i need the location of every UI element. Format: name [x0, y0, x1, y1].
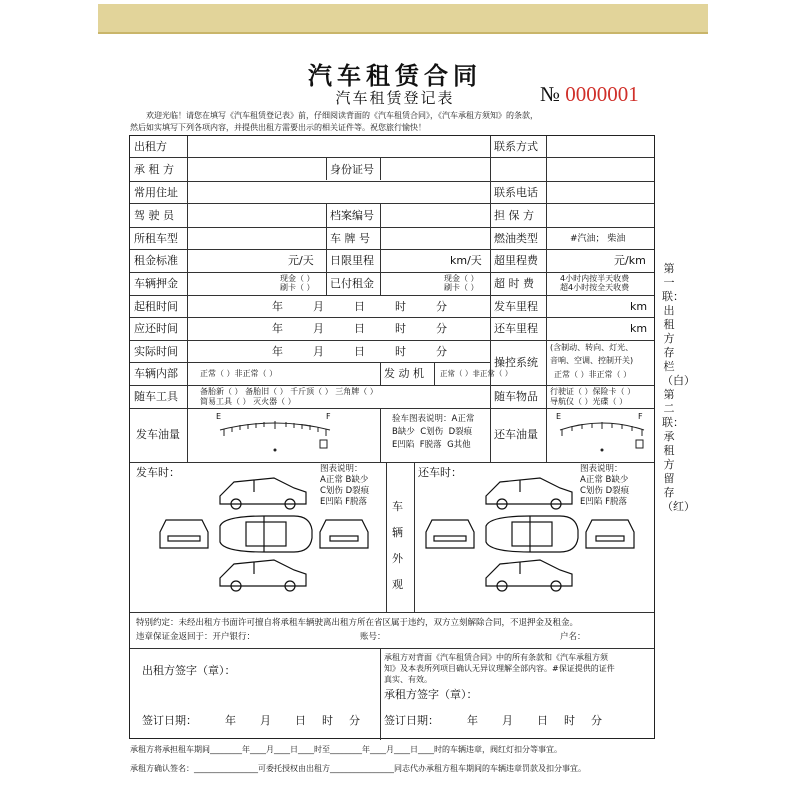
paid-rent-label: 已付租金 — [330, 277, 374, 290]
guarantor-label: 担 保 方 — [494, 209, 534, 222]
back-mileage-label: 还车里程 — [494, 322, 538, 335]
back-km: km — [630, 322, 648, 335]
overtime-rule-1: 4小时内按半天收费 — [560, 274, 630, 283]
start-time-label: 起租时间 — [134, 300, 178, 313]
control-status: 正常（ ）非正常（ ） — [554, 370, 632, 379]
actual-time-units: 年 月 日 时 分 — [272, 345, 447, 358]
page-title: 汽车租赁合同 — [308, 61, 482, 90]
interior-label: 车辆内部 — [134, 367, 178, 380]
lessee-sign-label: 承租方签字（章）： — [384, 688, 478, 701]
car-model-label: 所租车型 — [134, 232, 178, 245]
out-fuel-e: E — [216, 412, 222, 421]
lessee-label: 承 租 方 — [134, 163, 174, 176]
back-fuel-gauge — [552, 412, 652, 456]
paid-cash: 现金（ ） — [444, 274, 479, 283]
control-label: 操控系统 — [494, 356, 538, 369]
page-subtitle: 汽车租赁登记表 — [335, 89, 455, 107]
overtime-rule-2: 超4小时按全天收费 — [560, 283, 630, 292]
out-car-label: 发车时： — [136, 466, 180, 479]
back-fuel-e: E — [556, 412, 562, 421]
out-fuel-gauge — [210, 412, 340, 456]
out-fuel-label: 发车油量 — [136, 428, 180, 441]
daily-limit-label: 日限里程 — [330, 254, 374, 267]
yuan-per-km: 元/km — [614, 254, 646, 267]
items-list-1: 行驶证（ ）保险卡（ ） — [550, 387, 636, 396]
id-number-label: 身份证号 — [330, 163, 374, 176]
tools-list-2: 简易工具（ ） 灭火器（ ） — [200, 397, 296, 406]
back-car-diagram — [420, 466, 652, 606]
refund-bank: 违章保证金返回于：开户银行： — [136, 632, 256, 642]
items-list-2: 导航仪（ ）光碟（ ） — [550, 397, 628, 406]
appearance-label: 车 辆 外 观 — [392, 500, 403, 591]
tools-label: 随车工具 — [134, 390, 178, 403]
start-time-units: 年 月 日 时 分 — [272, 300, 447, 313]
out-fuel-f: F — [326, 412, 331, 421]
contact-label: 联系方式 — [494, 140, 538, 153]
out-km: km — [630, 300, 648, 313]
back-fuel-f: F — [638, 412, 643, 421]
fuel-options: #汽油； 柴油 — [570, 234, 626, 244]
over-mileage-label: 超里程费 — [494, 254, 538, 267]
items-label: 随车物品 — [494, 390, 538, 403]
engine-label: 发 动 机 — [384, 367, 424, 380]
carbon-strip — [98, 4, 708, 34]
phone-label: 联系电话 — [494, 186, 538, 199]
copy-notice: 第一联：出租方存栏（白）第二联：承租方留存（红） — [662, 262, 695, 513]
interior-status: 正常（ ）非正常（ ） — [200, 369, 278, 378]
deposit-cash: 现金（ ） — [280, 274, 315, 283]
address-label: 常用住址 — [134, 186, 178, 199]
fuel-type-label: 燃油类型 — [494, 232, 538, 245]
lessor-sign-label: 出租方签字（章）： — [142, 664, 236, 677]
deposit-card: 刷卡（ ） — [280, 283, 315, 292]
control-note-2: 音响、空调、控制开关) — [550, 356, 634, 365]
back-fuel-label: 还车油量 — [494, 428, 538, 441]
file-number-label: 档案编号 — [330, 209, 374, 222]
back-chart-legend: 图表说明： A正常 B缺少 C划伤 D裂痕 E凹陷 F脱落 — [580, 464, 630, 507]
authorization-clause: 承租方确认签名：________________可委托授权由出租方________________同志代办承租方租车期间的车辆违章罚款及扣分事宜。 — [130, 764, 586, 773]
tools-list-1: 备胎新（ ） 备胎旧（ ） 千斤顶（ ） 三角牌（ ） — [200, 387, 378, 396]
driver-label: 驾 驶 员 — [134, 209, 174, 222]
registration-form — [129, 135, 655, 739]
out-car-diagram — [154, 466, 386, 606]
out-chart-legend: 图表说明： A正常 B缺少 C划伤 D裂痕 E凹陷 F脱落 — [320, 464, 370, 507]
intro-line-1: 欢迎光临！请您在填写《汽车租赁登记表》前，仔细阅读背面的《汽车租赁合同》，《汽车承租方须知》的条款， — [146, 111, 538, 120]
overtime-label: 超 时 费 — [494, 277, 534, 290]
lessor-sign-date: 签订日期： 年 月 日 时 分 — [142, 714, 360, 727]
due-time-label: 应还时间 — [134, 322, 178, 335]
rent-unit: 元/天 — [288, 254, 314, 267]
serial-value: 0000001 — [565, 82, 639, 106]
out-mileage-label: 发车里程 — [494, 300, 538, 313]
due-time-units: 年 月 日 时 分 — [272, 322, 447, 335]
intro-text — [130, 110, 670, 134]
deposit-label: 车辆押金 — [134, 277, 178, 290]
refund-name: 户名： — [560, 632, 586, 642]
paid-card: 刷卡（ ） — [444, 283, 479, 292]
lessee-sign-date: 签订日期： 年 月 日 时 分 — [384, 714, 602, 727]
lessor-label: 出租方 — [134, 140, 167, 153]
km-per-day: km/天 — [450, 254, 482, 267]
control-note-1: (含制动、转向、灯光、 — [550, 343, 634, 352]
actual-time-label: 实际时间 — [134, 345, 178, 358]
numero-sign: № — [540, 82, 561, 106]
refund-account: 账号： — [360, 632, 386, 642]
back-car-label: 还车时： — [418, 466, 462, 479]
plate-label: 车 牌 号 — [330, 232, 370, 245]
intro-line-2: 然后如实填写下列各项内容，并提供出租方需要出示的相关证件等。祝您旅行愉快！ — [130, 123, 426, 132]
violation-clause: 承租方将承担租车期间________年____月____日____时至________年____月____日____时的车辆违章，阀红灯扣分等事宜。 — [130, 745, 562, 754]
serial-number — [540, 82, 639, 107]
special-agreement: 特别约定：未经出租方书面许可擅自将承租车辆驶离出租方所在省区属于违约，双方立刻解除合同，不退押金及租金。 — [136, 618, 579, 628]
engine-status: 正常（ ）非正常（ ） — [440, 369, 513, 378]
rent-standard-label: 租金标准 — [134, 254, 178, 267]
lessee-note: 承租方对背面《汽车租赁合同》中的所有条款和《汽车承租方须 知》及本表所列项目确认无异议理解全部内容。#保证提供的证件 真实、有效。 — [384, 653, 615, 684]
inspect-legend: 验车图表说明：A正常 B缺少 C划伤 D裂痕 E凹陷 F脱落 G其他 — [392, 414, 475, 450]
